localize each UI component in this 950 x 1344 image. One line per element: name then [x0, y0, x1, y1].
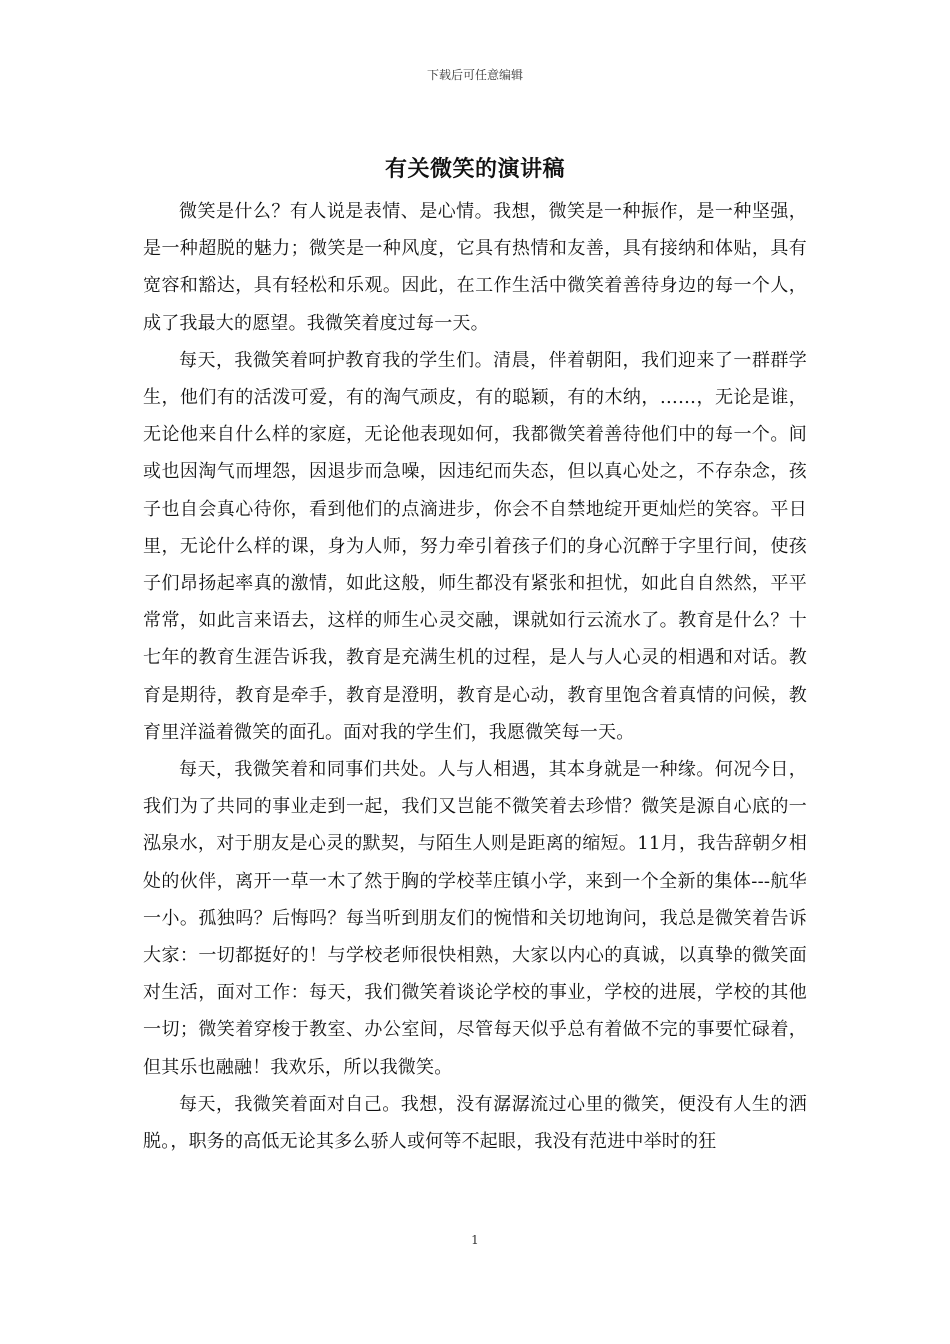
paragraph: 每天，我微笑着呵护教育我的学生们。清晨，伴着朝阳，我们迎来了一群群学生，他们有的活泼可爱，有的淘气顽皮，有的聪颖，有的木纳，……，无论是谁，无论他来自什么样的家庭，无论他表现如何，我都微笑着善待他们中的每一个。间或也因淘气而埋怨，因退步而急噪，因违纪而失态，但以真心处之，不存杂念，孩子也自会真心待你，看到他们的点滴进步，你会不自禁地绽开更灿烂的笑容。平日里，无论什么样的课，身为人师，努力牵引着孩子们的身心沉醉于字里行间，使孩子们昂扬起率真的激情，如此这般，师生都没有紧张和担忧，如此自自然然，平平常常，如此言来语去，这样的师生心灵交融，课就如行云流水了。教育是什么？十七年的教育生涯告诉我，教育是充满生机的过程，是人与人心灵的相遇和对话。教育是期待，教育是牵手，教育是澄明，教育是心动，教育里饱含着真情的问候，教育里洋溢着微笑的面孔。面对我的学生们，我愿微笑每一天。	[143, 349, 807, 743]
paragraph: 每天，我微笑着面对自己。我想，没有潺潺流过心里的微笑，便没有人生的洒脱。，职务的高低无论其多么骄人或何等不起眼，我没有范进中举时的狂	[143, 1093, 807, 1153]
document-title: 有关微笑的演讲稿	[384, 156, 565, 182]
paragraph: 微笑是什么？有人说是表情、是心情。我想，微笑是一种振作，是一种坚强，是一种超脱的魅力；微笑是一种风度，它具有热情和友善，具有接纳和体贴，具有宽容和豁达，具有轻松和乐观。因此，在工作生活中微笑着善待身边的每一个人，成了我最大的愿望。我微笑着度过每一天。	[143, 201, 807, 334]
page-number: 1	[471, 1233, 479, 1247]
page-header: 下载后可任意编辑	[426, 68, 523, 82]
paragraph: 每天，我微笑着和同事们共处。人与人相遇，其本身就是一种缘。何况今日，我们为了共同的事业走到一起，我们又岂能不微笑着去珍惜？微笑是源自心底的一泓泉水，对于朋友是心灵的默契，与陌生人则是距离的缩短。11月，我告辞朝夕相处的伙伴，离开一草一木了然于胸的学校莘庄镇小学，来到一个全新的集体---航华一小。孤独吗？后悔吗？每当听到朋友们的惋惜和关切地询问，我总是微笑着告诉大家：一切都挺好的！与学校老师很快相熟，大家以内心的真诚，以真挚的微笑面对生活，面对工作：每天，我们微笑着谈论学校的事业，学校的进展，学校的其他一切；微笑着穿梭于教室、办公室间，尽管每天似乎总有着做不完的事要忙碌着，但其乐也融融！我欢乐，所以我微笑。	[143, 759, 807, 1078]
document-body	[143, 193, 807, 1160]
